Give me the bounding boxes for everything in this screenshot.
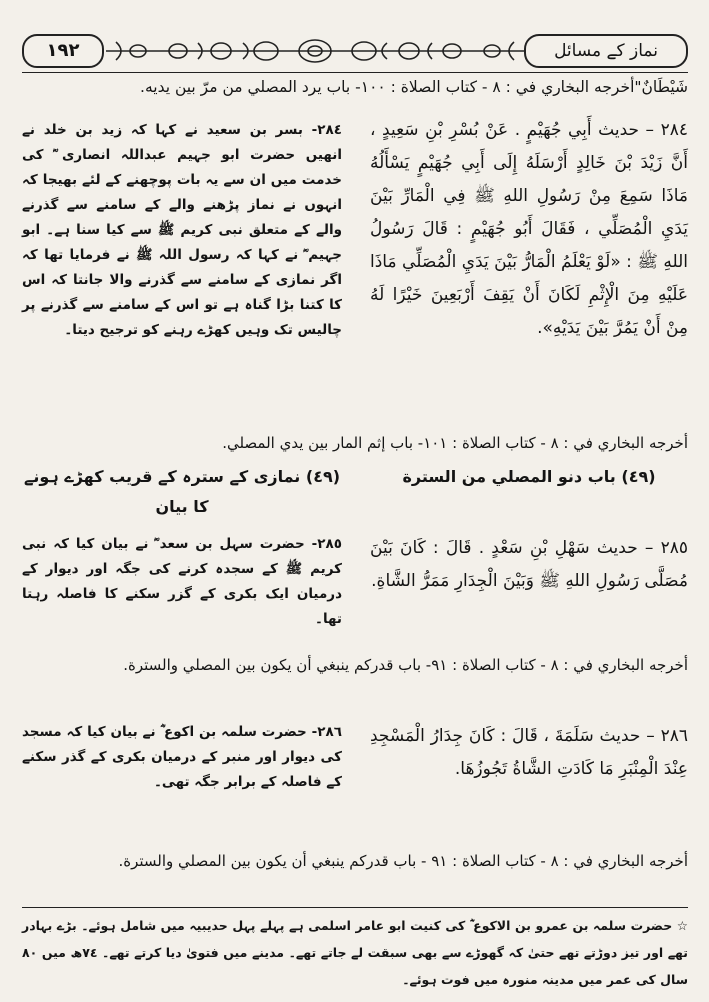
chapter-49-arabic-title: (٤٩) باب دنو المصلي من السترة — [402, 467, 656, 486]
hadith-284-urdu: ٢٨٤- بسر بن سعید نے کہا کہ زید بن خلد نے انھیں حضرت ابو جہیم عبداللہ انصاری ؓ کی خدمت میں ان سے یہ بات پوچھنے کے لئے بھیجا کہ انہوں نے نماز پڑھنے والے کے سامنے سے گذرنے والے کے متعلق نبی کریم ﷺ سے کیا سنا ہے۔ ابو جہیم ؓ نے کہا کہ رسول اللہ ﷺ نے فرمایا تھا کہ اگر نمازی کے سامنے سے گذرنے والا جانتا کہ اس کا کتنا بڑا گناہ ہے تو اس کے سامنے سے گذرنے پر چالیس تک وہیں کھڑے رہنے کو ترجیح دیتا۔ — [22, 122, 342, 338]
hadith-285-arabic: ٢٨٥ – حديث سَهْلِ بْنِ سَعْدٍ . قَالَ : كَانَ بَيْنَ مُصَلَّى رَسُولِ اللهِ ﷺ وَبَيْنَ الْجِدَارِ مَمَرُّ الشَّاةِ. — [370, 538, 688, 591]
hadith-284-reference: أخرجه البخاري في : ٨ - كتاب الصلاة : ١٠١- باب إثم المار بين يدي المصلي. — [222, 434, 688, 452]
top-continuation-line: شَيْطَانٌ"أخرجه البخاري في : ٨ - كتاب الصلاة : ١٠٠- باب يرد المصلي من مرّ بين يديه. — [140, 78, 688, 96]
page-header — [22, 34, 688, 68]
hadith-284-arabic: ٢٨٤ – حديث أَبِي جُهَيْمٍ . عَنْ بُسْرِ بْنِ سَعِيدٍ ، أَنَّ زَيْدَ بْنَ خَالِدٍ أَرْسَلَهُ إِلَى أَبِي جُهَيْمٍ يَسْأَلُهُ مَاذَا سَمِعَ مِنْ رَسُولِ اللهِ ﷺ فِي الْمَارِّ بَيْنَ يَدَيِ الْمُصَلِّي ، فَقَالَ أَبُو جُهَيْمٍ : قَالَ رَسُولُ اللهِ ﷺ : «لَوْ يَعْلَمُ الْمَارُّ بَيْنَ يَدَيِ الْمُصَلِّي مَاذَا عَلَيْهِ مِنَ الْإِثْمِ لَكَانَ أَنْ يَقِفَ أَرْبَعِينَ خَيْرًا لَهُ مِنْ أَنْ يَمُرَّ بَيْنَ يَدَيْهِ». — [370, 120, 688, 338]
page-number: ١٩٢ — [22, 34, 104, 68]
hadith-286-arabic: ٢٨٦ – حديث سَلَمَةَ ، قَالَ : كَانَ جِدَارُ الْمَسْجِدِ عِنْدَ الْمِنْبَرِ مَا كَادَتِ الشَّاةُ تَجُوزُهَا. — [370, 726, 688, 779]
hadith-286-urdu: ٢٨٦- حضرت سلمہ بن اکوع ؓ نے بیان کیا کہ مسجد کی دیوار اور منبر کے درمیان بکری کے گذر سکنے کے فاصلہ کے برابر جگہ تھی۔ — [22, 724, 342, 790]
hadith-286-reference: أخرجه البخاري في : ٨ - كتاب الصلاة : ٩١ - باب قدركم ينبغي أن يكون بين المصلي والسترة. — [118, 852, 688, 870]
running-title: نماز کے مسائل — [524, 34, 688, 68]
hadith-285-reference: أخرجه البخاري في : ٨ - كتاب الصلاة : ٩١- باب قدركم ينبغي أن يكون بين المصلي والسترة. — [123, 656, 688, 674]
footnote: ☆ حضرت سلمہ بن عمرو بن الاکوع ؓ کی کنیت ابو عامر اسلمی ہے پہلے پہل حدیبیہ میں شامل ہوئے۔ بڑے بہادر تھے اور تیز دوڑتے تھے حتیٰ کہ گھوڑے سے بھی سبقت لے جاتے تھے۔ مدینے میں فتویٰ دیا کرتے تھے۔ ٧٤ھ میں ٨٠ سال کی عمر میں مدینہ منورہ میں فوت ہوئے۔ — [22, 918, 689, 987]
header-divider — [22, 72, 688, 73]
header-ornament-icon — [106, 38, 524, 64]
footnote-divider — [22, 907, 688, 908]
hadith-285-urdu: ٢٨٥- حضرت سہل بن سعد ؓ نے بیان کیا کہ نبی کریم ﷺ کے سجدہ کرنے کی جگہ اور دیوار کے درمیان ایک بکری کے گزر سکنے کا فاصلہ رہتا تھا۔ — [22, 536, 342, 627]
chapter-49-urdu-title: (٤٩) نمازی کے سترہ کے قریب کھڑے ہونے کا بیان — [23, 467, 341, 516]
